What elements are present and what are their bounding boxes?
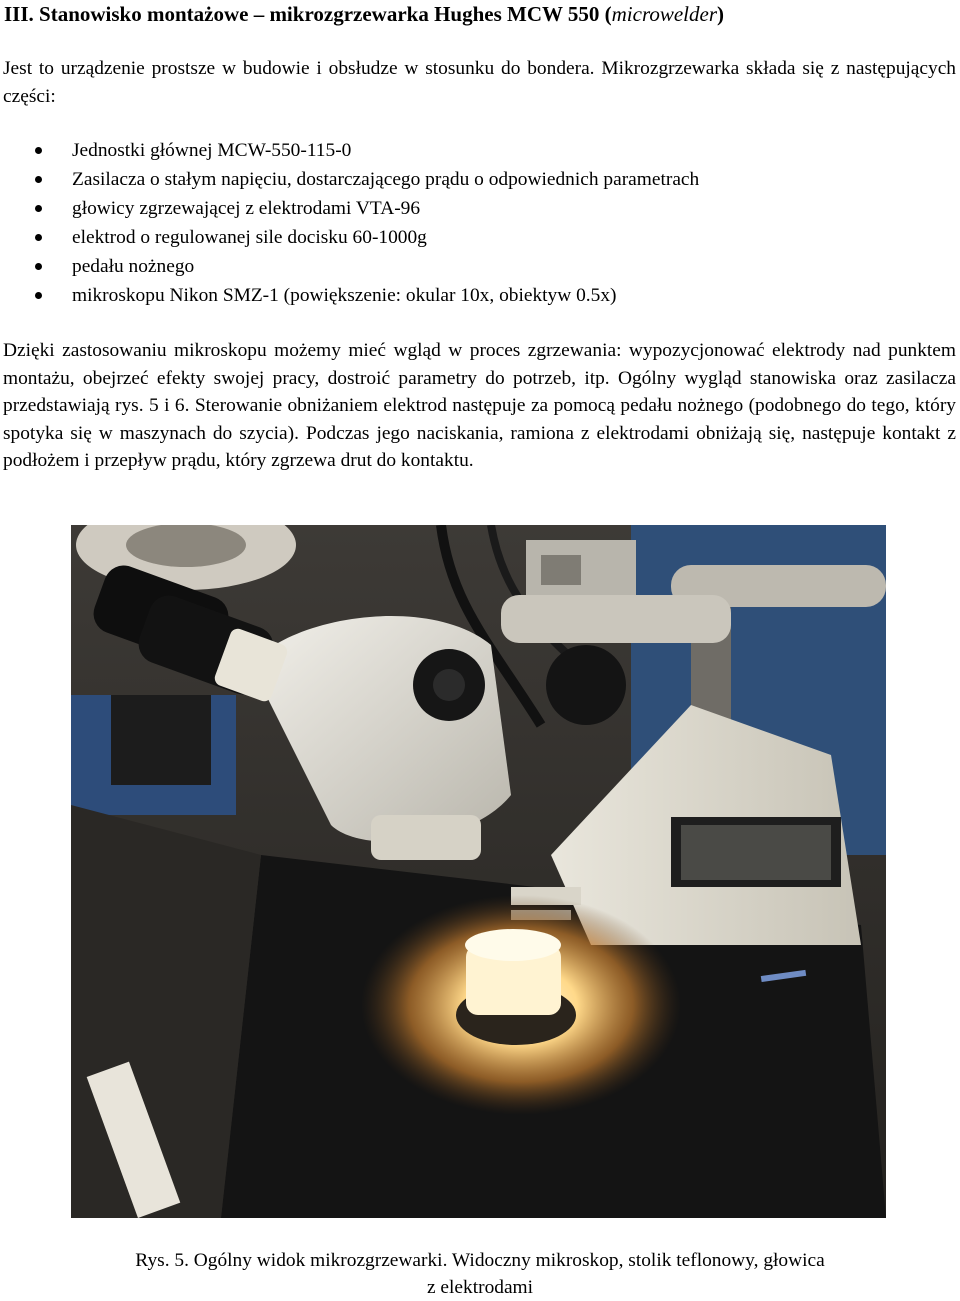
figure-caption <box>0 1247 960 1301</box>
list-item <box>0 252 699 281</box>
list-item <box>0 281 699 310</box>
bullet-icon <box>35 147 42 154</box>
heading-main: III. Stanowisko montażowe – mikrozgrzewarka Hughes MCW 550 ( <box>4 2 612 26</box>
list-item-text: pedału nożnego <box>72 256 195 277</box>
list-item-text: elektrod o regulowanej sile docisku 60-1000g <box>72 227 427 248</box>
list-item-text: Jednostki głównej MCW-550-115-0 <box>72 140 352 161</box>
bullet-icon <box>35 234 42 241</box>
list-item-text: głowicy zgrzewającej z elektrodami VTA-96 <box>72 198 421 219</box>
intro-paragraph: Jest to urządzenie prostsze w budowie i obsłudze w stosunku do bondera. Mikrozgrzewarka składa się z następujących części: <box>3 58 956 107</box>
list-item <box>0 136 699 165</box>
list-item-text: Zasilacza o stałym napięciu, dostarczającego prądu o odpowiednich parametrach <box>72 169 700 190</box>
microwelder-photo <box>71 525 886 1218</box>
bullet-icon <box>35 263 42 270</box>
bullet-icon <box>35 176 42 183</box>
caption-line-1: Rys. 5. Ogólny widok mikrozgrzewarki. Widoczny mikroskop, stolik teflonowy, głowica <box>135 1250 825 1271</box>
list-item <box>0 165 699 194</box>
body-paragraph: Dzięki zastosowaniu mikroskopu możemy mieć wgląd w proces zgrzewania: wypozycjonować elektrody nad punktem montażu, obejrzeć efekty swojej pracy, dostroić parametry do potrzeb, itp. Ogólny wygląd stanowiska oraz zasilacza przedstawiają rys. 5 i 6. Sterowanie obniżaniem elektrod następuje za pomocą pedału nożnego (podobnego do tego, który spotyka się w maszynach do szycia). Podczas jego naciskania, ramiona z elektrodami obniżają się, następuje kontakt z podłożem i przepływ prądu, który zgrzewa drut do kontaktu. <box>3 340 956 471</box>
heading-italic: microwelder <box>611 2 718 26</box>
caption-line-2: z elektrodami <box>426 1277 534 1298</box>
microwelder-illustration <box>71 525 886 1218</box>
list-item <box>0 223 699 252</box>
parts-list <box>0 136 699 310</box>
heading-close: ) <box>717 2 725 26</box>
list-item-text: mikroskopu Nikon SMZ-1 (powiększenie: okular 10x, obiektyw 0.5x) <box>72 285 617 306</box>
section-heading <box>4 0 724 28</box>
bullet-icon <box>35 205 42 212</box>
list-item <box>0 194 699 223</box>
bullet-icon <box>35 292 42 299</box>
